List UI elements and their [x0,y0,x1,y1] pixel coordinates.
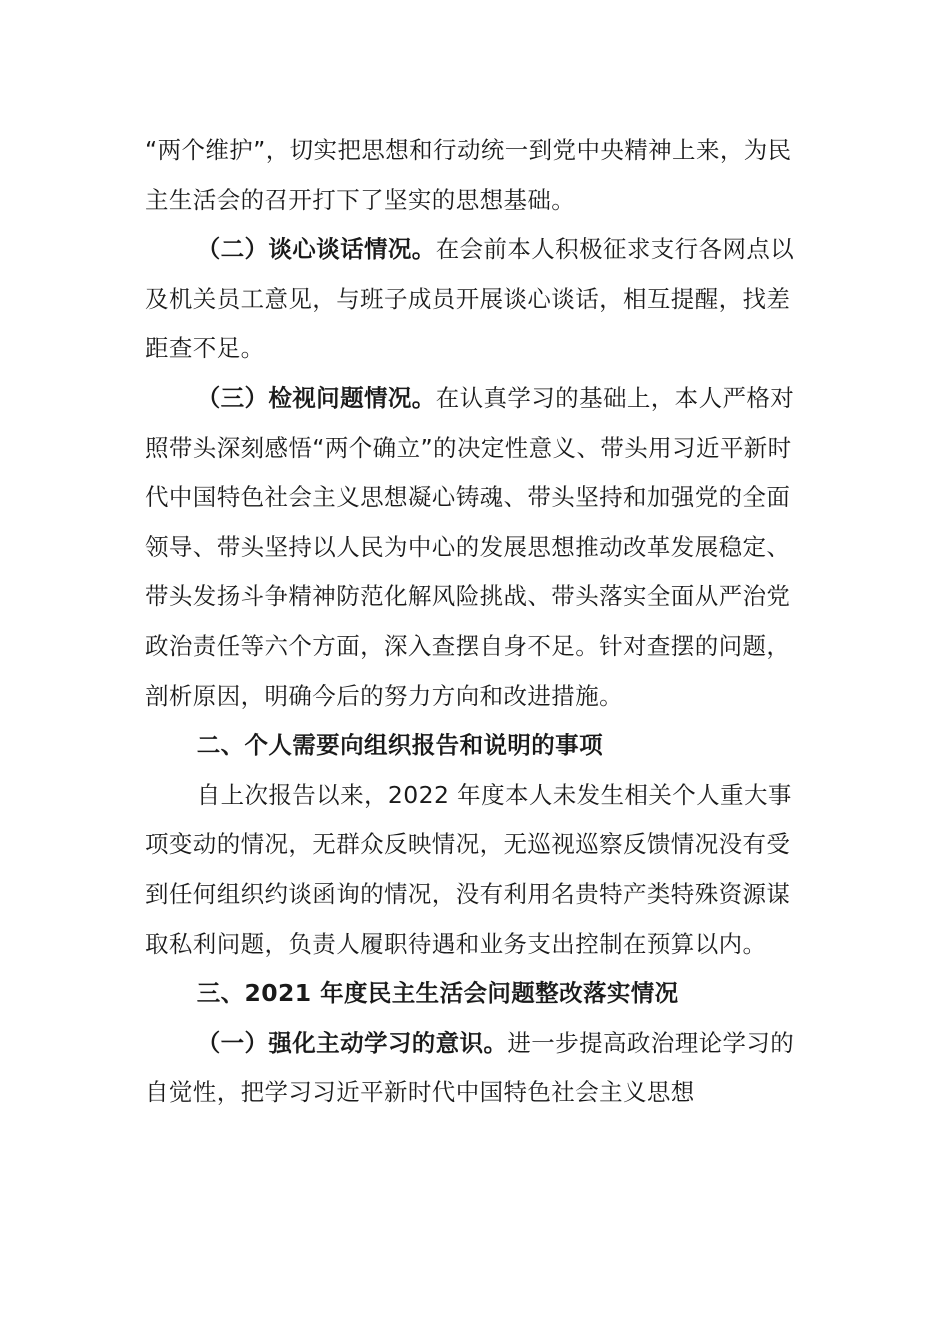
paragraph-talks [145,225,810,374]
paragraph-review-heading: （三）检视问题情况。 [196,383,436,412]
section-3-title: 三、2021 年度民主生活会问题整改落实情况 [196,979,679,1008]
paragraph-study [145,1019,810,1118]
paragraph-study-heading: （一）强化主动学习的意识。 [196,1028,508,1057]
paragraph-study-body: 进一步提高政治理论学习的自觉性，把学习习近平新时代中国特色社会主义思想 [145,1028,795,1107]
paragraph-report: 自上次报告以来，2022 年度本人未发生相关个人重大事项变动的情况，无群众反映情况，无巡视巡察反馈情况没有受到任何组织约谈函询的情况，没有利用名贵特产类特殊资源谋取私利问题，负责人履职待遇和业务支出控制在预算以内。 [145,780,792,958]
section-2-title: 二、个人需要向组织报告和说明的事项 [196,731,603,760]
document-page [145,126,810,1118]
paragraph-review [145,374,810,721]
paragraph-intro: “两个维护”，切实把思想和行动统一到党中央精神上来，为民主生活会的召开打下了坚实的思想基础。 [145,136,792,214]
paragraph-talks-body: 在会前本人积极征求支行各网点以及机关员工意见，与班子成员开展谈心谈话，相互提醒，找差距查不足。 [145,235,795,363]
paragraph-review-body: 在认真学习的基础上，本人严格对照带头深刻感悟“两个确立”的决定性意义、带头用习近平新时代中国特色社会主义思想凝心铸魂、带头坚持和加强党的全面领导、带头坚持以人民为中心的发展思想推动改革发展稳定、带头发扬斗争精神防范化解风险挑战、带头落实全面从严治党政治责任等六个方面，深入查摆自身不足。针对查摆的问题，剖析原因，明确今后的努力方向和改进措施。 [145,383,795,710]
paragraph-talks-heading: （二）谈心谈话情况。 [196,235,436,264]
